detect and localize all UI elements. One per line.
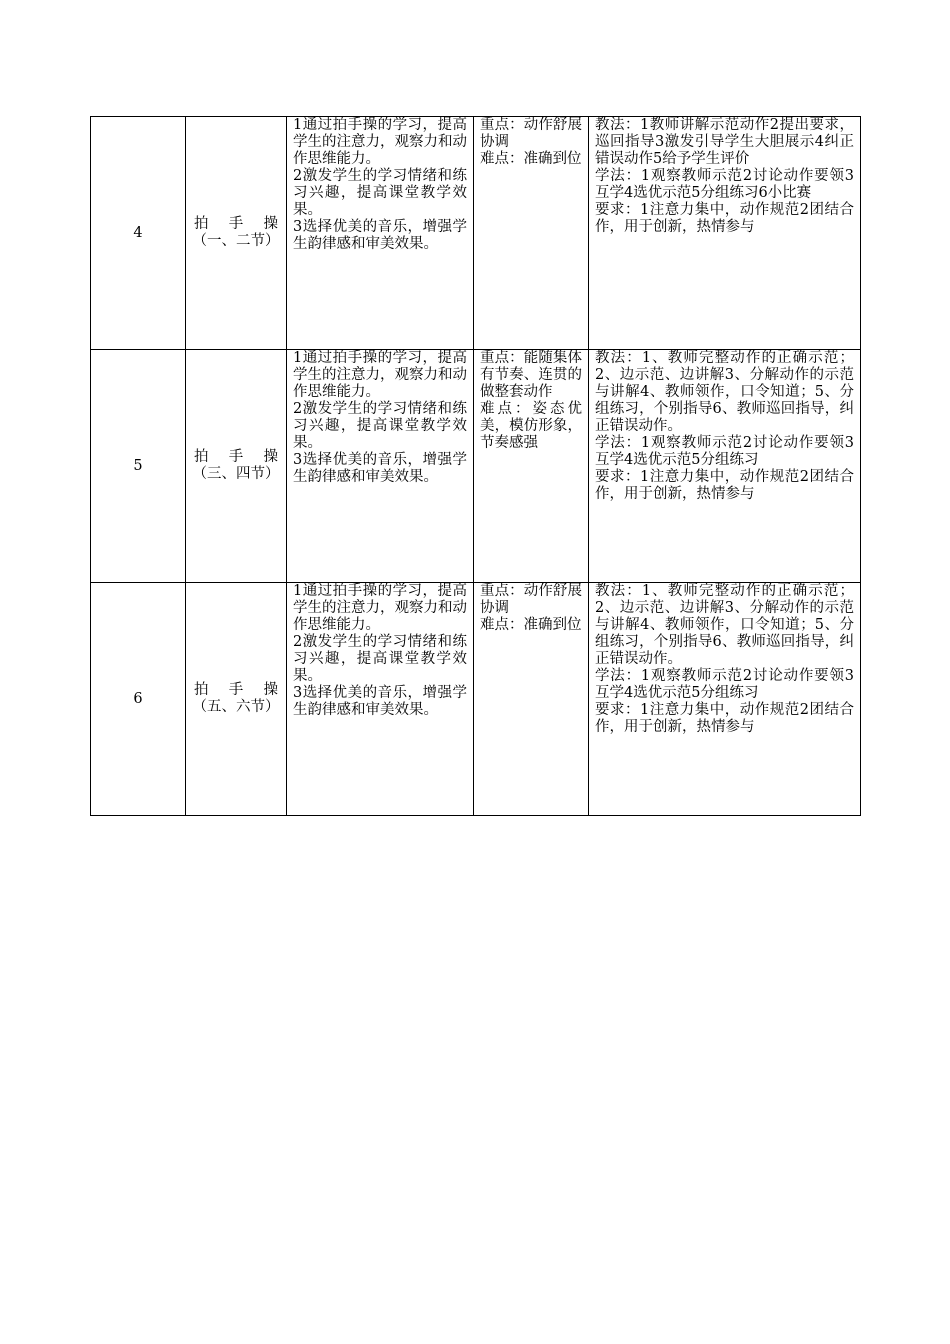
methods-cell	[589, 583, 861, 816]
key-points-cell	[474, 117, 589, 350]
lesson-name: 拍 手 操	[194, 216, 278, 232]
goal-item: 3选择优美的音乐，增强学生韵律感和审美效果。	[293, 452, 467, 485]
lesson-number-cell	[91, 583, 186, 816]
lesson-number-cell	[91, 117, 186, 350]
requirements: 要求：1注意力集中，动作规范2团结合作，用于创新，热情参与	[595, 702, 854, 735]
goal-item: 2激发学生的学习情绪和练习兴趣，提高课堂教学效果。	[293, 168, 467, 218]
goal-item: 3选择优美的音乐，增强学生韵律感和审美效果。	[293, 685, 467, 718]
methods-cell	[589, 117, 861, 350]
lesson-name-cell	[186, 350, 287, 583]
goal-item: 2激发学生的学习情绪和练习兴趣，提高课堂教学效果。	[293, 401, 467, 451]
lesson-number-cell	[91, 350, 186, 583]
lesson-goals-cell	[287, 350, 474, 583]
learning-method: 学法：1观察教师示范2讨论动作要领3互学4选优示范5分组练习6小比赛	[595, 168, 854, 201]
table-row	[91, 583, 861, 816]
requirements: 要求：1注意力集中，动作规范2团结合作，用于创新，热情参与	[595, 469, 854, 502]
goal-item: 2激发学生的学习情绪和练习兴趣，提高课堂教学效果。	[293, 634, 467, 684]
difficult-point: 难点：姿态优美，模仿形象，节奏感强	[480, 401, 582, 451]
lesson-number: 6	[133, 690, 143, 707]
key-points-cell	[474, 583, 589, 816]
teaching-method: 教法：1、教师完整动作的正确示范；2、边示范、边讲解3、分解动作的示范与讲解4、教师领作，口令知道；5、分组练习，个别指导6、教师巡回指导，纠正错误动作。	[595, 583, 854, 667]
lesson-section: （一、二节）	[192, 233, 280, 249]
lesson-goals-cell	[287, 117, 474, 350]
key-point: 重点：动作舒展协调	[480, 583, 582, 616]
goal-item: 1通过拍手操的学习，提高学生的注意力，观察力和动作思维能力。	[293, 583, 467, 633]
lesson-name: 拍 手 操	[194, 449, 278, 465]
lesson-number: 5	[133, 457, 143, 474]
learning-method: 学法：1观察教师示范2讨论动作要领3互学4选优示范5分组练习	[595, 435, 854, 468]
lesson-plan-table	[90, 116, 861, 816]
goal-item: 1通过拍手操的学习，提高学生的注意力，观察力和动作思维能力。	[293, 350, 467, 400]
goal-item: 1通过拍手操的学习，提高学生的注意力，观察力和动作思维能力。	[293, 117, 467, 167]
lesson-section: （五、六节）	[192, 699, 280, 715]
difficult-point: 难点：准确到位	[480, 151, 582, 167]
key-points-cell	[474, 350, 589, 583]
lesson-goals-cell	[287, 583, 474, 816]
teaching-method: 教法：1教师讲解示范动作2提出要求，巡回指导3激发引导学生大胆展示4纠正错误动作5给予学生评价	[595, 117, 854, 167]
lesson-number: 4	[133, 224, 143, 241]
lesson-name-cell	[186, 117, 287, 350]
lesson-name-cell	[186, 583, 287, 816]
learning-method: 学法：1观察教师示范2讨论动作要领3互学4选优示范5分组练习	[595, 668, 854, 701]
requirements: 要求：1注意力集中，动作规范2团结合作，用于创新，热情参与	[595, 202, 854, 235]
difficult-point: 难点：准确到位	[480, 617, 582, 633]
key-point: 重点：能随集体有节奏、连贯的做整套动作	[480, 350, 582, 400]
teaching-method: 教法：1、教师完整动作的正确示范；2、边示范、边讲解3、分解动作的示范与讲解4、教师领作，口令知道；5、分组练习，个别指导6、教师巡回指导，纠正错误动作。	[595, 350, 854, 434]
lesson-section: （三、四节）	[192, 466, 280, 482]
goal-item: 3选择优美的音乐，增强学生韵律感和审美效果。	[293, 219, 467, 252]
table-row	[91, 350, 861, 583]
methods-cell	[589, 350, 861, 583]
key-point: 重点：动作舒展协调	[480, 117, 582, 150]
table-row	[91, 117, 861, 350]
lesson-name: 拍 手 操	[194, 682, 278, 698]
